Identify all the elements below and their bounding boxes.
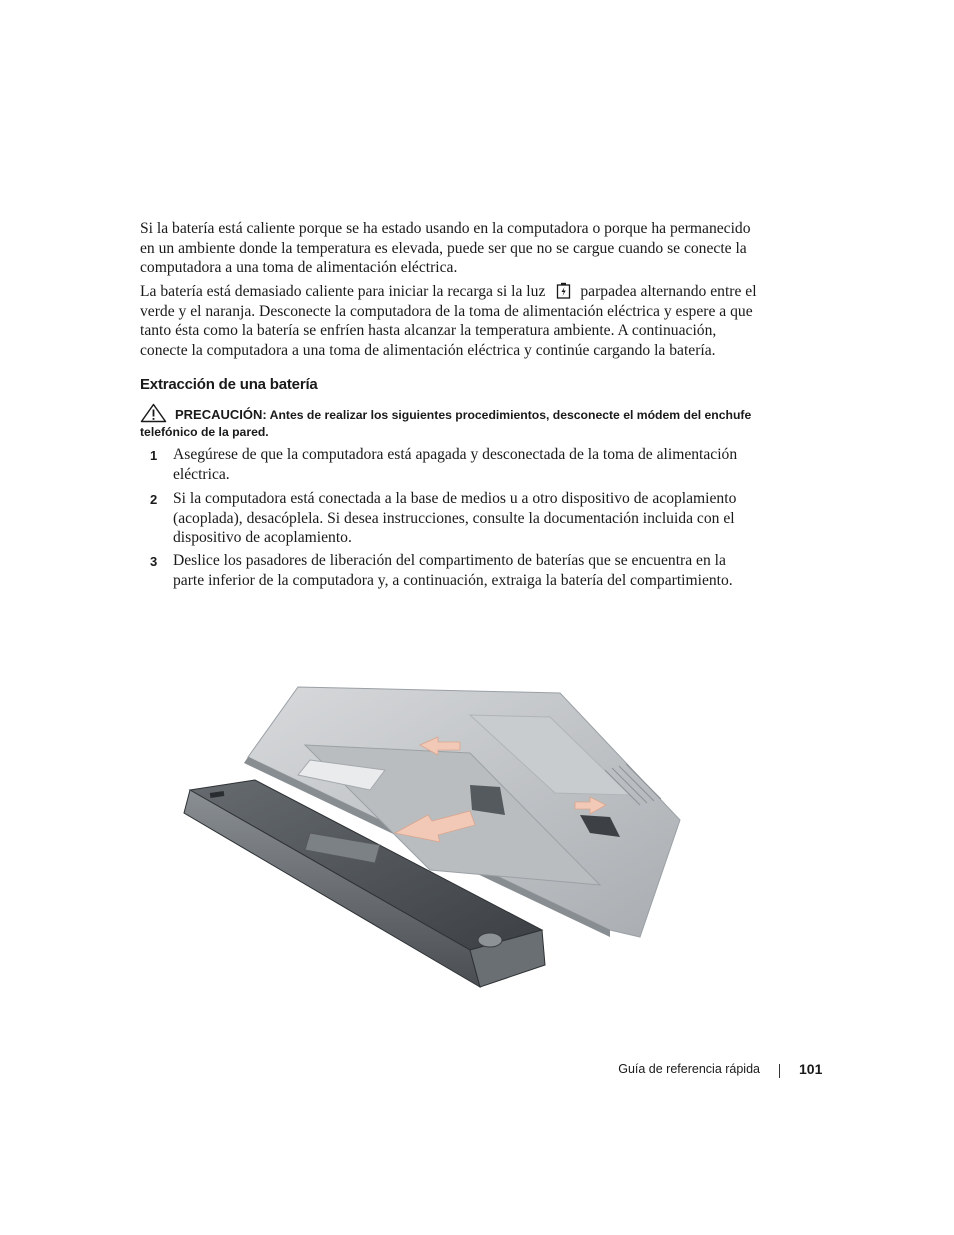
section-heading: Extracción de una batería [140,376,318,393]
step-text: Deslice los pasadores de liberación del compartimento de baterías que se encuentra en la parte inferior de la computadora y, a continuación, extraiga la batería del compartimiento. [173,552,733,589]
paragraph-battery-light [140,282,760,360]
paragraph-battery-light-start: La batería está demasiado caliente para iniciar la recarga si la luz [140,283,546,300]
step-text: Asegúrese de que la computadora está apagada y desconectada de la toma de alimentación eléctrica. [173,446,738,483]
caution-text-line1: Antes de realizar los siguientes procedimientos, desconecte el módem del enchufe [269,408,752,422]
battery-charge-icon [556,282,571,299]
caution-label: PRECAUCIÓN: [175,407,267,422]
battery-removal-illustration [170,675,730,1005]
step-text: Si la computadora está conectada a la base de medios u a otro dispositivo de acoplamiento (acoplada), desacóplela. Si desea instrucciones, consulte la documentación incluida con el dispositivo de acoplamiento. [173,490,737,546]
step-item [140,551,760,590]
step-item [140,489,760,548]
caution-text [140,406,765,441]
page-footer [0,1061,954,1081]
step-number: 1 [150,448,158,463]
paragraph-battery-light-end: parpadea alternando entre el verde y el naranja. Desconecte la computadora de la toma de alimentación eléctrica y espere a que tanto ésta como la batería se enfríen hasta alcanzar la temperatura ambiente. A continuación, conecte la computadora a una toma de alimentación eléctrica y continúe cargando la batería. [140,283,757,359]
step-item [140,445,760,484]
page-number: 101 [799,1061,823,1077]
caution-text-line2: telefónico de la pared. [140,425,269,439]
caution-triangle-icon [140,403,167,423]
footer-title: Guía de referencia rápida [618,1062,760,1076]
paragraph-hot-battery: Si la batería está caliente porque se ha estado usando en la computadora o porque ha permanecido en un ambiente donde la temperatura es elevada, puede ser que no se cargue cuando se conecte la computadora a una toma de alimentación eléctrica. [140,220,751,276]
footer-separator [779,1064,780,1078]
step-number: 3 [150,554,158,569]
step-number: 2 [150,492,158,507]
